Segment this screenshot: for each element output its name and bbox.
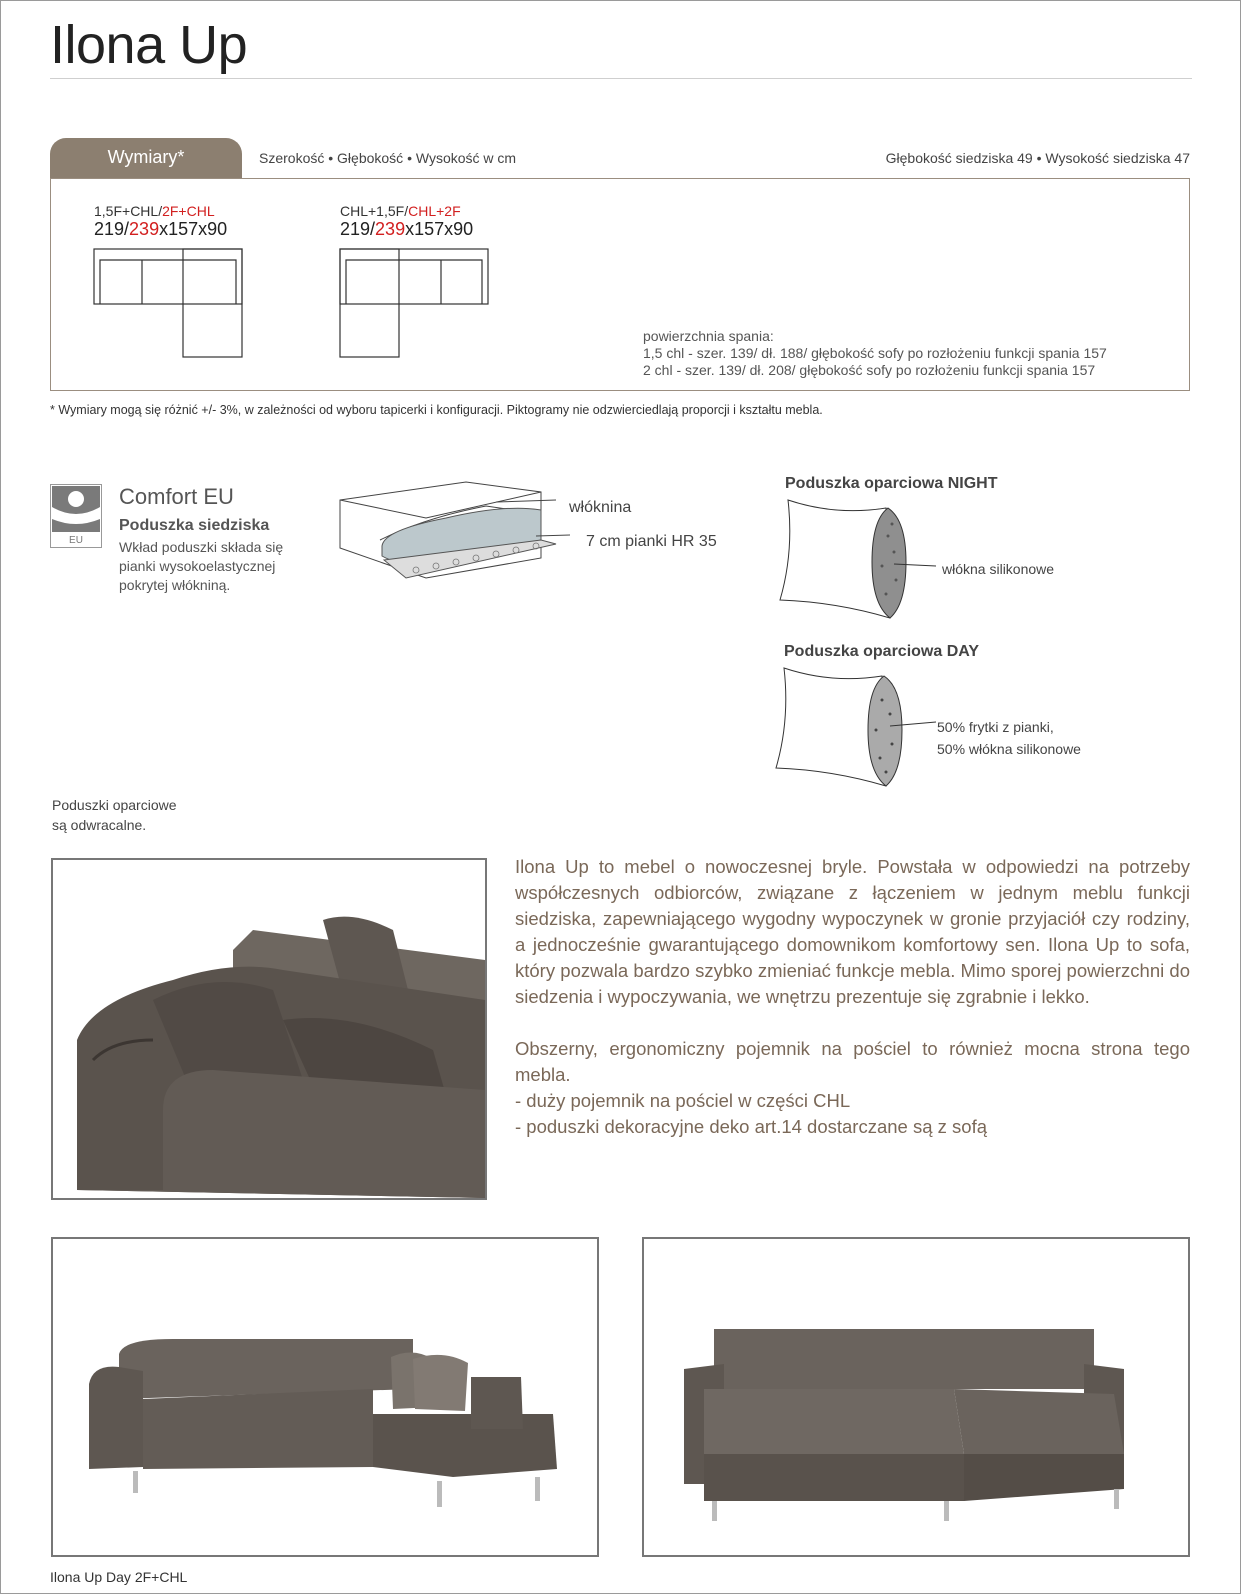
sofa-day-photo <box>51 1237 599 1557</box>
day-pillow-callout-line-2: 50% włókna silikonowe <box>937 741 1081 757</box>
night-pillow-diagram <box>776 496 946 626</box>
sofa-bed-photo <box>642 1237 1190 1557</box>
description-paragraph-2: Obszerny, ergonomiczny pojemnik na pościel to również mocna strona tego mebla. <box>515 1038 1190 1085</box>
description-bullet-2: - poduszki dekoracyjne deko art.14 dostarczane są z sofą <box>515 1116 988 1137</box>
sofa-bed-illustration <box>644 1239 1188 1555</box>
night-pillow-title: Poduszka oparciowa NIGHT <box>785 475 998 492</box>
product-description <box>515 854 1190 1140</box>
config-1-name: 1,5F+CHL/2F+CHL <box>94 203 215 219</box>
day-pillow-callout <box>937 716 1081 760</box>
config-2 <box>340 203 473 239</box>
config-2-diagram <box>336 246 492 362</box>
sleep-line-2: 1,5 chl - szer. 139/ dł. 188/ głębokość sofy po rozłożeniu funkcji spania 157 <box>643 345 1107 361</box>
armrest-closeup-illustration <box>53 860 485 1198</box>
sleep-line-1: powierzchnia spania: <box>643 328 774 344</box>
night-pillow-callout: włókna silikonowe <box>942 561 1055 577</box>
armrest-closeup-photo <box>51 858 487 1200</box>
dimensions-caption: Szerokość • Głębokość • Wysokość w cm <box>259 150 517 166</box>
reversible-note <box>52 795 177 835</box>
day-pillow-diagram <box>772 664 942 794</box>
seat-cushion-line-2: pianki wysokoelastycznej <box>119 558 276 574</box>
photo-caption: Ilona Up Day 2F+CHL <box>50 1569 188 1585</box>
config-2-size: 219/239x157x90 <box>340 219 474 239</box>
callout-nonwoven: włóknina <box>569 499 632 516</box>
seat-caption: Głębokość siedziska 49 • Wysokość siedziska 47 <box>885 150 1190 166</box>
seat-cushion-title: Poduszka siedziska <box>119 517 270 534</box>
comfort-eu-badge <box>50 484 102 548</box>
seat-cushion-diagram <box>336 478 576 598</box>
seat-cushion-line-3: pokrytej włókniną. <box>119 577 231 593</box>
page-title: Ilona Up <box>50 15 248 75</box>
config-1-size: 219/239x157x90 <box>94 219 228 239</box>
sofa-day-illustration <box>53 1239 597 1555</box>
comfort-eu-icon <box>51 485 101 547</box>
description-bullet-1: - duży pojemnik na pościel w części CHL <box>515 1090 851 1111</box>
description-paragraph-1: Ilona Up to mebel o nowoczesnej bryle. Powstała w odpowiedzi na potrzeby współczesnych odbiorców, związane z łączeniem w jednym meblu funkcji siedziska, zapewniającego wygodny wypoczynek w gronie przyjaciół czy rodziny, a jednocześnie gwarantującego domownikom komfortowy sen. Ilona Up to sofa, który pozwala bardzo szybko zmieniać funkcje mebla. Mimo sporej powierzchni do siedzenia i wypoczywania, we wnętrzu prezentuje się zgrabnie i lekko. <box>515 856 1190 1007</box>
title-divider <box>50 78 1192 79</box>
callout-foam: 7 cm pianki HR 35 <box>586 533 717 550</box>
day-pillow-callout-line-1: 50% frytki z pianki, <box>937 719 1054 735</box>
reversible-line-1: Poduszki oparciowe <box>52 797 177 813</box>
day-pillow-title: Poduszka oparciowa DAY <box>784 643 980 660</box>
config-1-diagram <box>90 246 246 362</box>
seat-cushion-text <box>119 538 283 595</box>
dimensions-tab: Wymiary* <box>50 138 242 178</box>
sleeping-area-info <box>643 328 1107 379</box>
config-1 <box>94 203 227 239</box>
badge-label: EU <box>69 535 83 546</box>
comfort-title: Comfort EU <box>119 484 234 509</box>
reversible-line-2: są odwracalne. <box>52 817 147 833</box>
sleep-line-3: 2 chl - szer. 139/ dł. 208/ głębokość sofy po rozłożeniu funkcji spania 157 <box>643 362 1096 378</box>
dimensions-footnote: * Wymiary mogą się różnić +/- 3%, w zależności od wyboru tapicerki i konfiguracji. Piktogramy nie odzwierciedlają proporcji i kształtu mebla. <box>50 403 823 417</box>
config-2-name: CHL+1,5F/CHL+2F <box>340 203 461 219</box>
seat-cushion-line-1: Wkład poduszki składa się <box>119 539 284 555</box>
